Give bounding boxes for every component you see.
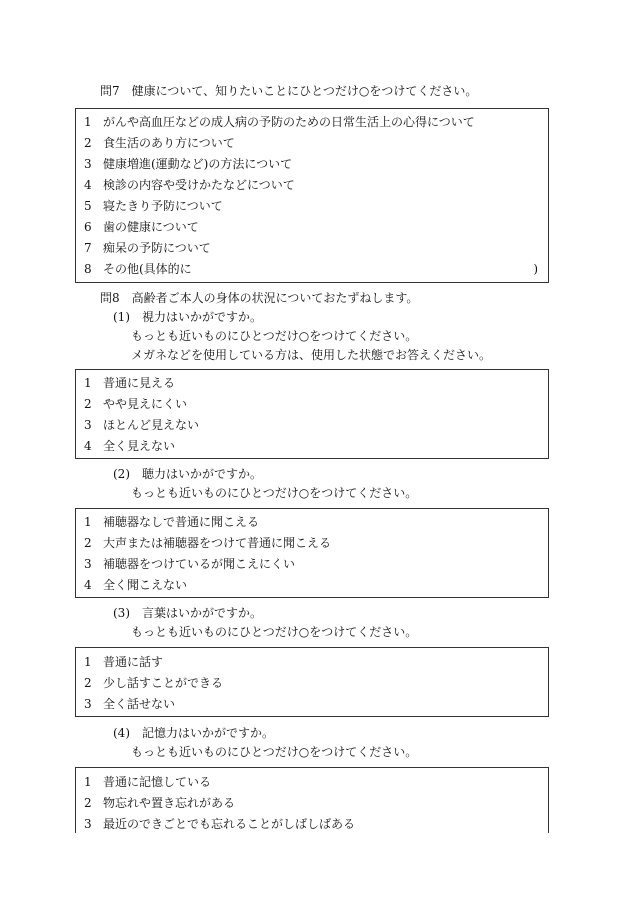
q8-sub1-option-1[interactable]: 1 普通に見える (84, 376, 176, 390)
q8-sub3-label: (3) 言葉はいかがですか。 (113, 606, 262, 620)
q7-option-3[interactable]: 3 健康増進(運動など)の方法について (84, 157, 293, 171)
q7-option-8-close-paren: ) (533, 262, 538, 276)
q8-title: 問8 高齢者ご本人の身体の状況についておたずねします。 (100, 291, 419, 305)
q8-sub4-option-2[interactable]: 2 物忘れや置き忘れがある (84, 796, 236, 810)
q7-option-4[interactable]: 4 検診の内容や受けかたなどについて (84, 178, 295, 192)
q8-sub4-instruction: もっとも近いものにひとつだけ○をつけてください。 (131, 745, 418, 759)
q8-sub2-option-4[interactable]: 4 全く聞こえない (84, 578, 188, 592)
q8-sub2-instruction: もっとも近いものにひとつだけ○をつけてください。 (131, 486, 418, 500)
q8-sub1-note: メガネなどを使用している方は、使用した状態でお答えください。 (131, 348, 492, 362)
q7-option-2[interactable]: 2 食生活のあり方について (84, 136, 235, 150)
q8-sub2-option-3[interactable]: 3 補聴器をつけているが聞こえにくい (84, 557, 296, 571)
q8-sub3-option-2[interactable]: 2 少し話すことができる (84, 676, 224, 690)
q7-option-5[interactable]: 5 寝たきり予防について (84, 199, 223, 213)
q7-option-6[interactable]: 6 歯の健康について (84, 220, 199, 234)
q8-sub2-option-2[interactable]: 2 大声または補聴器をつけて普通に聞こえる (84, 536, 332, 550)
q8-sub1-options-box (75, 369, 549, 459)
q8-sub3-option-3[interactable]: 3 全く話せない (84, 697, 176, 711)
q8-sub1-option-3[interactable]: 3 ほとんど見えない (84, 418, 200, 432)
q8-sub2-options-box (75, 508, 549, 598)
q8-sub3-instruction: もっとも近いものにひとつだけ○をつけてください。 (131, 625, 418, 639)
q7-options-box (75, 108, 549, 283)
q7-option-7[interactable]: 7 痴呆の予防について (84, 241, 211, 255)
q7-option-1[interactable]: 1 がんや高血圧などの成人病の予防のための日常生活上の心得について (84, 115, 475, 129)
q7-option-8[interactable]: 8 その他(具体的に (84, 262, 192, 276)
q8-sub1-option-4[interactable]: 4 全く見えない (84, 439, 176, 453)
q8-sub2-label: (2) 聴力はいかがですか。 (113, 467, 262, 481)
q8-sub1-option-2[interactable]: 2 やや見えにくい (84, 397, 188, 411)
q8-sub3-options-box (75, 647, 549, 717)
q8-sub1-instruction: もっとも近いものにひとつだけ○をつけてください。 (131, 329, 418, 343)
q8-sub2-option-1[interactable]: 1 補聴器なしで普通に聞こえる (84, 515, 260, 529)
q8-sub4-options-box (75, 767, 549, 833)
q8-sub1-label: (1) 視力はいかがですか。 (113, 310, 262, 324)
q8-sub4-label: (4) 記憶力はいかがですか。 (113, 726, 274, 740)
q8-sub3-option-1[interactable]: 1 普通に話す (84, 655, 164, 669)
q8-sub4-option-1[interactable]: 1 普通に記憶している (84, 775, 212, 789)
q8-sub4-option-3[interactable]: 3 最近のできごとでも忘れることがしばしばある (84, 817, 356, 831)
q7-title: 問7 健康について、知りたいことにひとつだけ○をつけてください。 (100, 84, 478, 98)
